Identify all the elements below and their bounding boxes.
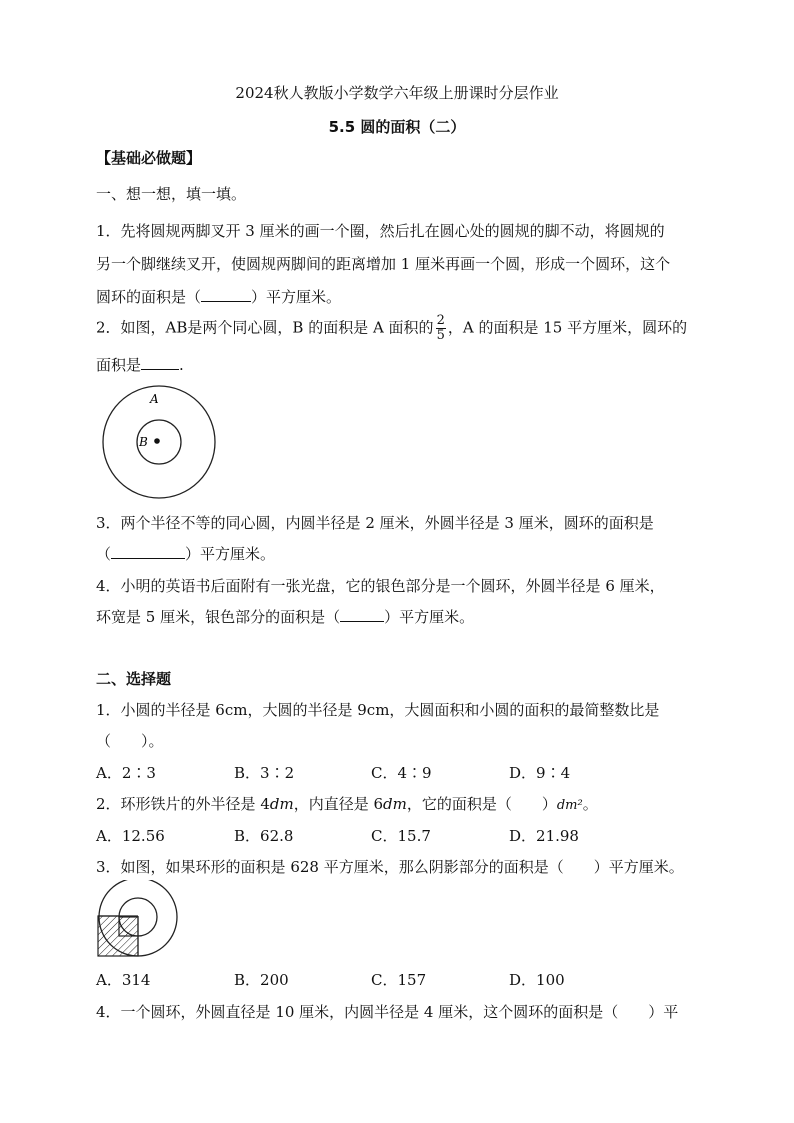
label-a: A	[150, 392, 159, 406]
section-basic-label: 【基础必做题】	[96, 149, 202, 167]
fill-q3-line2: （ ）平方厘米。	[96, 545, 276, 563]
shaded-small-square	[119, 917, 138, 936]
fill-q2-line2: 面积是 .	[96, 356, 184, 374]
answer-blank[interactable]	[141, 355, 179, 370]
choice-q2-option-d[interactable]: D．21.98	[509, 827, 579, 845]
choice-q3-option-a[interactable]: A．314	[96, 971, 151, 989]
choice-q2-option-b[interactable]: B．62.8	[234, 827, 294, 845]
fraction-two-fifths: $\frac{2}{5}$	[436, 313, 445, 343]
choice-q3-option-c[interactable]: C．157	[371, 971, 427, 989]
answer-blank[interactable]	[201, 287, 251, 302]
lesson-subtitle: 5.5 圆的面积（二）	[328, 118, 466, 136]
fill-q1-line1: 1．先将圆规两脚叉开 3 厘米的画一个圈，然后扎在圆心处的圆规的脚不动，将圆规的	[96, 222, 665, 240]
fill-q1-line2: 另一个脚继续叉开，使圆规两脚间的距离增加 1 厘米再画一个圆，形成一个圆环，这个	[96, 255, 671, 273]
fill-q2-line1: 2．如图，AB是两个同心圆，B 的面积是 A 面积的 $\frac{2}{5}$ ，A 的面积是 15 平方厘米，圆环的	[96, 313, 688, 343]
fill-q1-line3: 圆环的面积是（ ）平方厘米。	[96, 288, 342, 306]
concentric-circles-figure	[98, 385, 222, 501]
choice-q1-line2: （ ）。	[96, 732, 164, 750]
choice-q1-option-c[interactable]: C．4∶9	[371, 764, 432, 782]
fill-q4-line2: 环宽是 5 厘米，银色部分的面积是（ ）平方厘米。	[96, 608, 475, 626]
choice-q1-line1: 1．小圆的半径是 6cm，大圆的半径是 9cm，大圆面积和小圆的面积的最简整数比是	[96, 701, 660, 719]
label-b: B	[139, 435, 148, 449]
choice-q3-line1: 3．如图，如果环形的面积是 628 平方厘米，那么阴影部分的面积是（ ）平方厘米。	[96, 858, 684, 876]
choice-q2-line1: 2．环形铁片的外半径是 4dm，内直径是 6dm，它的面积是（ ）dm²。	[96, 795, 598, 813]
section-choice-title: 二、选择题	[96, 670, 172, 688]
choice-q1-option-a[interactable]: A．2∶3	[96, 764, 156, 782]
fill-q4-line1: 4．小明的英语书后面附有一张光盘，它的银色部分是一个圆环，外圆半径是 6 厘米，	[96, 577, 665, 595]
choice-q1-option-d[interactable]: D．9∶4	[509, 764, 571, 782]
choice-q2-option-a[interactable]: A．12.56	[96, 827, 165, 845]
fill-q3-line1: 3．两个半径不等的同心圆，内圆半径是 2 厘米，外圆半径是 3 厘米，圆环的面积是	[96, 514, 654, 532]
choice-q3-option-d[interactable]: D．100	[509, 971, 565, 989]
answer-blank[interactable]	[340, 607, 384, 622]
center-dot	[154, 438, 160, 444]
part1-title: 一、想一想，填一填。	[96, 185, 247, 203]
choice-q1-option-b[interactable]: B．3∶2	[234, 764, 295, 782]
choice-q4-line1: 4．一个圆环，外圆直径是 10 厘米，内圆半径是 4 厘米，这个圆环的面积是（ ）平	[96, 1003, 679, 1021]
choice-q2-option-c[interactable]: C．15.7	[371, 827, 431, 845]
choice-q3-option-b[interactable]: B．200	[234, 971, 289, 989]
answer-blank[interactable]	[111, 544, 185, 559]
ring-shaded-square-figure	[96, 880, 180, 964]
worksheet-title: 2024秋人教版小学数学六年级上册课时分层作业	[235, 84, 559, 102]
